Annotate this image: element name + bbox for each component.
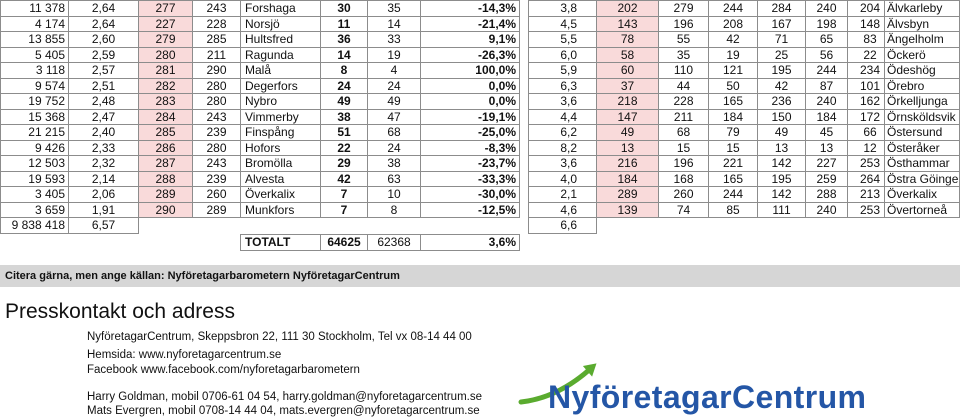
cell-rank-1: 289: [597, 187, 659, 203]
cell-rank-6: 213: [848, 187, 885, 203]
cell-value: 2,47: [69, 110, 139, 126]
cell-rank-2: 15: [659, 141, 709, 157]
cell-rank-a: 285: [139, 125, 193, 141]
cell-municipality: Älvsbyn: [885, 17, 960, 33]
cell-rank-3: 15: [709, 141, 758, 157]
cell-rank-1: 60: [597, 63, 659, 79]
cell-rank-6: 101: [848, 79, 885, 95]
cell-name: Munkfors: [241, 203, 321, 219]
cell-value: 4,6: [529, 203, 597, 219]
total-count-previous: 62368: [368, 235, 421, 251]
cell-rank-1: 49: [597, 125, 659, 141]
cell-count-a: 51: [321, 125, 368, 141]
cell-count-b: 4: [368, 63, 421, 79]
cell-count-b: 24: [368, 79, 421, 95]
cell-rank-3: 165: [709, 94, 758, 110]
cell-population: 3 659: [1, 203, 69, 219]
cell-count-a: 29: [321, 156, 368, 172]
cell-value: 3,6: [529, 94, 597, 110]
cell-value: 2,40: [69, 125, 139, 141]
cell-rank-b: 290: [193, 63, 241, 79]
cell-name: Malå: [241, 63, 321, 79]
cell-rank-2: 55: [659, 32, 709, 48]
cell-name: Överkalix: [241, 187, 321, 203]
cell-rank-a: 290: [139, 203, 193, 219]
cell-name: Nybro: [241, 94, 321, 110]
cell-name: Hultsfred: [241, 32, 321, 48]
cell-change: -21,4%: [421, 17, 520, 33]
cell-rank-4: 195: [758, 172, 806, 188]
cell-rank-3: 165: [709, 172, 758, 188]
cell-rank-4: 25: [758, 48, 806, 64]
cell-rank-5: 240: [806, 203, 848, 219]
cell-rank-4: 284: [758, 1, 806, 17]
contact-heading: Presskontakt och adress: [5, 300, 235, 323]
cell-change: 0,0%: [421, 94, 520, 110]
cell-change: -19,1%: [421, 110, 520, 126]
cell-name: Vimmerby: [241, 110, 321, 126]
cell-rank-5: 184: [806, 110, 848, 126]
cell-count-a: 7: [321, 203, 368, 219]
cell-rank-5: 244: [806, 63, 848, 79]
cell-value: 2,1: [529, 187, 597, 203]
cell-rank-4: 49: [758, 125, 806, 141]
cell-value: 2,59: [69, 48, 139, 64]
cell-rank-1: 184: [597, 172, 659, 188]
cell-rank-2: 110: [659, 63, 709, 79]
cell-count-b: 8: [368, 203, 421, 219]
cell-municipality: Östhammar: [885, 156, 960, 172]
cell-rank-2: 211: [659, 110, 709, 126]
cell-rank-a: 281: [139, 63, 193, 79]
cell-change: -30,0%: [421, 187, 520, 203]
cell-municipality: Överkalix: [885, 187, 960, 203]
total-row: [240, 234, 520, 251]
summary-population: 9 838 418: [0, 218, 69, 234]
cell-value: 2,14: [69, 172, 139, 188]
cell-rank-4: 167: [758, 17, 806, 33]
cell-rank-1: 78: [597, 32, 659, 48]
cell-rank-4: 236: [758, 94, 806, 110]
cell-count-b: 24: [368, 141, 421, 157]
cell-value: 6,3: [529, 79, 597, 95]
cell-rank-1: 147: [597, 110, 659, 126]
cell-name: Alvesta: [241, 172, 321, 188]
cell-rank-a: 283: [139, 94, 193, 110]
cell-change: 0,0%: [421, 79, 520, 95]
contact-person: Mats Evergren, mobil 0708-14 44 04, mats.evergren@nyforetagarcentrum.se: [87, 405, 480, 417]
cell-value: 3,6: [529, 156, 597, 172]
cell-rank-5: 13: [806, 141, 848, 157]
cell-change: -8,3%: [421, 141, 520, 157]
cell-count-a: 7: [321, 187, 368, 203]
cell-rank-3: 42: [709, 32, 758, 48]
cell-population: 3 405: [1, 187, 69, 203]
cell-population: 3 118: [1, 63, 69, 79]
cell-municipality: Älvkarleby: [885, 1, 960, 17]
cell-population: 11 378: [1, 1, 69, 17]
cell-count-b: 33: [368, 32, 421, 48]
cell-name: Degerfors: [241, 79, 321, 95]
cell-count-a: 14: [321, 48, 368, 64]
cell-rank-a: 286: [139, 141, 193, 157]
cell-change: -26,3%: [421, 48, 520, 64]
cell-municipality: Örnsköldsvik: [885, 110, 960, 126]
cell-count-b: 38: [368, 156, 421, 172]
cell-rank-1: 143: [597, 17, 659, 33]
cell-population: 13 855: [1, 32, 69, 48]
cell-rank-a: 282: [139, 79, 193, 95]
cell-count-a: 8: [321, 63, 368, 79]
cell-change: 9,1%: [421, 32, 520, 48]
cell-municipality: Östra Göinge: [887, 171, 959, 186]
cell-rank-6: 172: [848, 110, 885, 126]
cell-rank-3: 208: [709, 17, 758, 33]
cell-rank-b: 243: [193, 110, 241, 126]
citation-band: Citera gärna, men ange källan: Nyföretagarbarometern NyföretagarCentrum: [0, 265, 960, 287]
cell-rank-1: 37: [597, 79, 659, 95]
cell-count-b: 47: [368, 110, 421, 126]
cell-value: 2,64: [69, 17, 139, 33]
cell-rank-4: 150: [758, 110, 806, 126]
cell-count-a: 22: [321, 141, 368, 157]
cell-rank-a: 284: [139, 110, 193, 126]
cell-rank-6: 234: [848, 63, 885, 79]
cell-count-b: 19: [368, 48, 421, 64]
cell-count-a: 49: [321, 94, 368, 110]
cell-population: 4 174: [1, 17, 69, 33]
cell-rank-b: 280: [193, 141, 241, 157]
cell-rank-6: 66: [848, 125, 885, 141]
cell-value: 2,48: [69, 94, 139, 110]
cell-rank-a: 287: [139, 156, 193, 172]
cell-rank-4: 142: [758, 187, 806, 203]
cell-population: 12 503: [1, 156, 69, 172]
cell-rank-2: 196: [659, 17, 709, 33]
total-label: TOTALT: [241, 235, 321, 251]
cell-rank-6: 253: [848, 156, 885, 172]
cell-rank-1: 58: [597, 48, 659, 64]
cell-rank-6: 204: [848, 1, 885, 17]
cell-rank-3: 50: [709, 79, 758, 95]
contact-facebook: Facebook www.facebook.com/nyforetagarbarometern: [87, 364, 360, 376]
cell-rank-a: 288: [139, 172, 193, 188]
cell-rank-b: 228: [193, 17, 241, 33]
cell-population: 19 593: [1, 172, 69, 188]
cell-rank-b: 289: [193, 203, 241, 219]
cell-rank-5: 65: [806, 32, 848, 48]
cell-value: 6,0: [529, 48, 597, 64]
cell-rank-a: 289: [139, 187, 193, 203]
cell-rank-b: 285: [193, 32, 241, 48]
cell-population: 19 752: [1, 94, 69, 110]
cell-rank-5: 240: [806, 94, 848, 110]
cell-municipality: Ödeshög: [885, 63, 960, 79]
cell-rank-2: 68: [659, 125, 709, 141]
cell-municipality: Örkelljunga: [885, 94, 960, 110]
cell-change: -14,3%: [421, 1, 520, 17]
cell-value: 2,33: [69, 141, 139, 157]
cell-count-b: 10: [368, 187, 421, 203]
contact-address: NyföretagarCentrum, Skeppsbron 22, 111 30 Stockholm, Tel vx 08-14 44 00: [87, 331, 472, 343]
logo: [515, 356, 875, 416]
cell-count-a: 42: [321, 172, 368, 188]
cell-rank-5: 240: [806, 1, 848, 17]
cell-value: 4,0: [529, 172, 597, 188]
cell-population: 15 368: [1, 110, 69, 126]
cell-municipality: Ängelholm: [885, 32, 960, 48]
cell-rank-1: 218: [597, 94, 659, 110]
total-count-current: 64625: [321, 235, 368, 251]
contact-website: Hemsida: www.nyforetagarcentrum.se: [87, 349, 282, 361]
cell-value: 2,32: [69, 156, 139, 172]
cell-rank-5: 227: [806, 156, 848, 172]
cell-rank-6: 22: [848, 48, 885, 64]
cell-name: Finspång: [241, 125, 321, 141]
cell-change: -33,3%: [421, 172, 520, 188]
summary-value-right: 6,6: [528, 218, 597, 234]
cell-count-b: 14: [368, 17, 421, 33]
cell-rank-4: 111: [758, 203, 806, 219]
contact-person: Harry Goldman, mobil 0706-61 04 54, harry.goldman@nyforetagarcentrum.se: [87, 391, 482, 403]
cell-rank-a: 277: [139, 1, 193, 17]
cell-municipality: Örebro: [885, 79, 960, 95]
cell-rank-b: 280: [193, 79, 241, 95]
cell-count-b: 35: [368, 1, 421, 17]
cell-value: 5,5: [529, 32, 597, 48]
cell-rank-5: 87: [806, 79, 848, 95]
cell-value: 1,91: [69, 203, 139, 219]
cell-rank-2: 260: [659, 187, 709, 203]
cell-rank-b: 280: [193, 94, 241, 110]
municipality-table-right: [528, 0, 960, 218]
cell-rank-a: 280: [139, 48, 193, 64]
cell-rank-4: 13: [758, 141, 806, 157]
cell-count-b: 63: [368, 172, 421, 188]
cell-name: Norsjö: [241, 17, 321, 33]
cell-rank-5: 259: [806, 172, 848, 188]
cell-count-a: 11: [321, 17, 368, 33]
cell-municipality: Övertorneå: [885, 203, 960, 219]
cell-rank-2: 74: [659, 203, 709, 219]
cell-change: -25,0%: [421, 125, 520, 141]
cell-rank-6: 162: [848, 94, 885, 110]
cell-name: Ragunda: [241, 48, 321, 64]
cell-rank-3: 19: [709, 48, 758, 64]
cell-rank-1: 216: [597, 156, 659, 172]
cell-name: Forshaga: [241, 1, 321, 17]
cell-population: 9 574: [1, 79, 69, 95]
cell-rank-b: 243: [193, 156, 241, 172]
cell-count-a: 30: [321, 1, 368, 17]
cell-rank-4: 195: [758, 63, 806, 79]
cell-count-b: 68: [368, 125, 421, 141]
cell-rank-2: 44: [659, 79, 709, 95]
cell-count-b: 49: [368, 94, 421, 110]
cell-count-a: 36: [321, 32, 368, 48]
cell-name: Bromölla: [241, 156, 321, 172]
municipality-table-left: [0, 0, 520, 218]
cell-value: 2,64: [69, 1, 139, 17]
cell-change: -12,5%: [421, 203, 520, 219]
cell-rank-3: 121: [709, 63, 758, 79]
cell-rank-6: 253: [848, 203, 885, 219]
cell-value: 4,4: [529, 110, 597, 126]
cell-rank-6: 12: [848, 141, 885, 157]
cell-rank-2: 228: [659, 94, 709, 110]
cell-rank-6: 83: [848, 32, 885, 48]
cell-population: 9 426: [1, 141, 69, 157]
cell-value: 6,2: [529, 125, 597, 141]
cell-rank-b: 239: [193, 172, 241, 188]
cell-rank-b: 239: [193, 125, 241, 141]
cell-municipality: Östersund: [885, 125, 960, 141]
cell-rank-5: 45: [806, 125, 848, 141]
cell-value: 8,2: [529, 141, 597, 157]
cell-value: 4,5: [529, 17, 597, 33]
cell-change: -23,7%: [421, 156, 520, 172]
cell-rank-1: 139: [597, 203, 659, 219]
cell-rank-6: 148: [848, 17, 885, 33]
cell-rank-3: 244: [709, 187, 758, 203]
total-change: 3,6%: [421, 235, 520, 251]
cell-rank-5: 56: [806, 48, 848, 64]
cell-rank-2: 279: [659, 1, 709, 17]
cell-population: 5 405: [1, 48, 69, 64]
logo-text: NyföretagarCentrum: [548, 379, 867, 415]
cell-rank-3: 85: [709, 203, 758, 219]
cell-value: 5,9: [529, 63, 597, 79]
cell-rank-3: 221: [709, 156, 758, 172]
cell-change: 100,0%: [421, 63, 520, 79]
cell-rank-6: 264: [848, 172, 885, 188]
cell-count-a: 38: [321, 110, 368, 126]
summary-value: 6,57: [69, 218, 139, 234]
cell-rank-1: 13: [597, 141, 659, 157]
cell-municipality: Öckerö: [885, 48, 960, 64]
cell-value: 2,57: [69, 63, 139, 79]
cell-rank-3: 184: [709, 110, 758, 126]
cell-rank-5: 198: [806, 17, 848, 33]
cell-population: 21 215: [1, 125, 69, 141]
cell-rank-b: 211: [193, 48, 241, 64]
cell-rank-4: 71: [758, 32, 806, 48]
cell-rank-4: 42: [758, 79, 806, 95]
cell-value: 2,60: [69, 32, 139, 48]
cell-value: 2,06: [69, 187, 139, 203]
cell-rank-3: 79: [709, 125, 758, 141]
cell-municipality: Österåker: [885, 141, 960, 157]
cell-name: Hofors: [241, 141, 321, 157]
cell-value: 2,51: [69, 79, 139, 95]
cell-rank-2: 196: [659, 156, 709, 172]
cell-rank-3: 244: [709, 1, 758, 17]
cell-rank-5: 288: [806, 187, 848, 203]
cell-rank-1: 202: [597, 1, 659, 17]
cell-rank-b: 260: [193, 187, 241, 203]
cell-value: 3,8: [529, 1, 597, 17]
cell-rank-a: 227: [139, 17, 193, 33]
cell-rank-2: 35: [659, 48, 709, 64]
cell-rank-b: 243: [193, 1, 241, 17]
cell-count-a: 24: [321, 79, 368, 95]
cell-rank-2: 168: [659, 172, 709, 188]
cell-rank-a: 279: [139, 32, 193, 48]
cell-rank-4: 142: [758, 156, 806, 172]
